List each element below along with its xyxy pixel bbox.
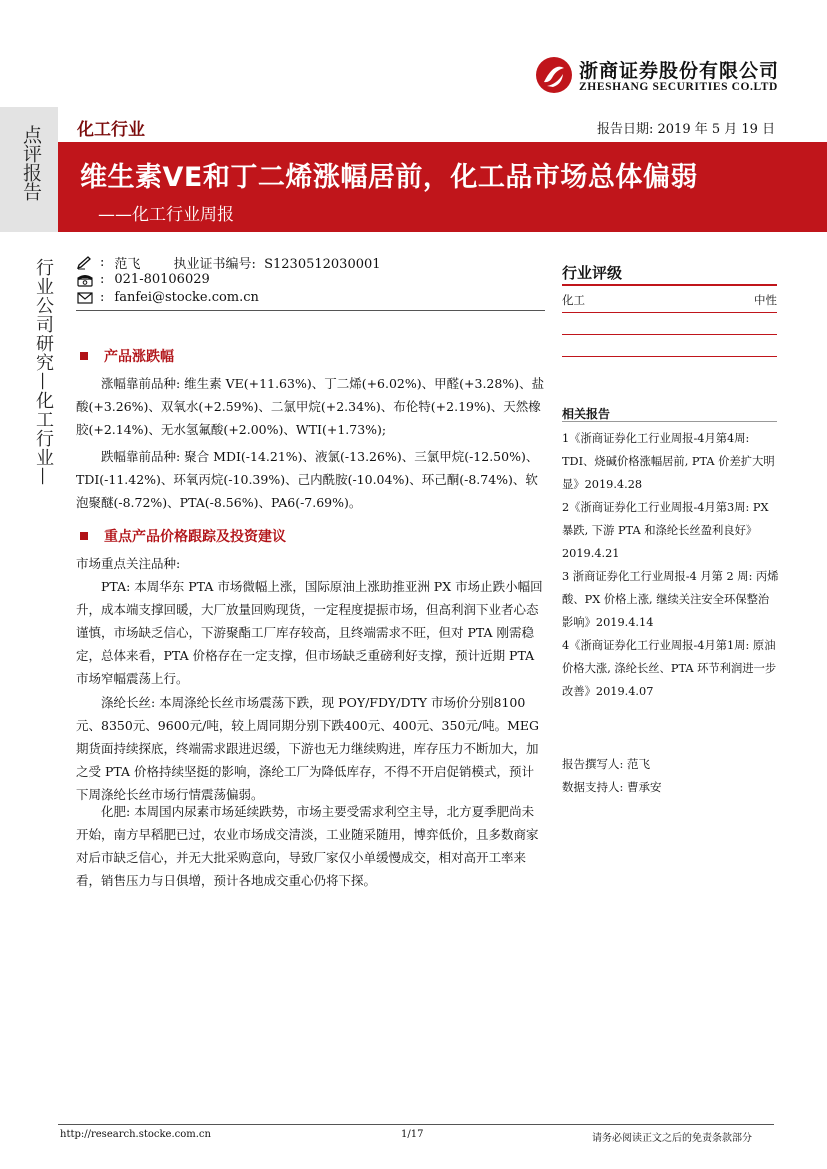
related-reports-title: 相关报告 <box>562 407 611 421</box>
mail-icon <box>76 291 94 305</box>
rating-industry: 化工 <box>562 293 585 307</box>
footer-divider <box>58 1124 774 1125</box>
rating-divider <box>562 312 777 313</box>
email-row <box>76 290 259 305</box>
author-email[interactable]: fanfei@stocke.com.cn <box>114 290 259 305</box>
focus-intro: 市场重点关注品种: <box>76 556 181 571</box>
report-date: 报告日期: 2019 年 5 月 19 日 <box>597 122 776 137</box>
gainers-paragraph: 涨幅靠前品种: 维生素 VE(+11.63%)、丁二烯(+6.02%)、甲醛(+3.28%)、盐酸(+3.26%)、双氧水(+2.59%)、二氯甲烷(+2.34%)、布伦特(+2.19%)、天然橡胶(+2.14%)、无水氢氟酸(+2.00%)、WTI(+1.73%); <box>76 376 545 437</box>
rating-row <box>562 292 777 308</box>
section-heading-price-change <box>80 346 174 366</box>
company-name-en: ZHESHANG SECURITIES CO.LTD <box>579 81 778 93</box>
related-report-item[interactable]: 3 浙商证券化工行业周报-4 月第 2 周: 丙烯酸、PX 价格上涨, 继续关注安全环保整治影响》2019.4.14 <box>562 570 779 629</box>
report-type-label: 点评报告 <box>20 125 42 201</box>
phone-row <box>76 272 210 287</box>
footer-url-link[interactable]: http://research.stocke.com.cn <box>60 1129 211 1140</box>
related-report-item[interactable]: 1《浙商证券化工行业周报-4月第4周: TDI、烧碱价格涨幅居前, PTA 价差扩大明显》2019.4.28 <box>562 432 775 491</box>
report-writer: 报告撰写人: 范飞 <box>562 757 651 771</box>
related-report-item[interactable]: 2《浙商证券化工行业周报-4月第3周: PX 暴跌, 下游 PTA 和涤纶长丝盈利良好》2019.4.21 <box>562 501 769 560</box>
rating-title: 行业评级 <box>562 264 623 282</box>
bullet-square-icon <box>80 532 88 540</box>
section-title: 产品涨跌幅 <box>104 349 174 365</box>
section-heading-price-tracking <box>80 526 286 546</box>
phone-colon: : <box>100 272 105 287</box>
page-title: 维生素VE和丁二烯涨幅居前，化工品市场总体偏弱 <box>80 162 698 193</box>
disclaimer-note: 请务必阅读正文之后的免责条款部分 <box>592 1133 752 1144</box>
author-name: 范飞 执业证书编号: S1230512030001 <box>114 257 381 272</box>
related-reports-list <box>562 427 780 703</box>
fertilizer-paragraph: 化肥: 本周国内尿素市场延续跌势，市场主要受需求利空主导，北方夏季肥尚未开始，南方早稻肥已过，农业市场成交清淡，工业随采随用，博弈低价，且多数商家对后市缺乏信心，并无大批采购意向，导致厂家仅小单缓慢成交，相对高开工率来看，销售压力与日俱增，预计各地成交重心仍将下探。 <box>76 804 539 888</box>
data-support: 数据支持人: 曹承安 <box>562 780 662 794</box>
company-name-cn: 浙商证券股份有限公司 <box>579 60 780 82</box>
phone-icon <box>76 273 94 287</box>
company-logo <box>535 54 785 98</box>
bullet-square-icon <box>80 352 88 360</box>
page-number: 1/17 <box>401 1129 424 1140</box>
page-subtitle: ——化工行业周报 <box>98 205 234 225</box>
pen-icon <box>76 256 94 270</box>
author-colon: : <box>100 255 105 270</box>
author-phone: 021-80106029 <box>114 272 210 287</box>
rating-value: 中性 <box>754 293 777 307</box>
related-report-item[interactable]: 4《浙商证券化工行业周报-4月第1周: 原油价格大涨, 涤纶长丝、PTA 环节利润进一步改善》2019.4.07 <box>562 639 777 698</box>
author-row <box>76 253 381 272</box>
section-title: 重点产品价格跟踪及投资建议 <box>104 529 286 545</box>
side-category-label: 行业公司研究—化工行业— <box>33 258 54 486</box>
email-colon: : <box>100 290 105 305</box>
zheshang-logo-icon <box>535 56 573 94</box>
divider <box>76 310 545 311</box>
industry-label: 化工行业 <box>77 120 145 140</box>
pta-paragraph: PTA: 本周华东 PTA 市场微幅上涨，国际原油上涨助推亚洲 PX 市场止跌小幅回升，成本端支撑回暖，大厂放量回购现货，一定程度提振市场，但高利润下业者心态谨慎，市场缺乏信心，下游聚酯工厂库存较高，且终端需求不旺，但对 PTA 刚需稳定，总体来看，PTA 价格存在一定支撑，但市场缺乏重磅利好支撑，预计近期 PTA 市场窄幅震荡上行。 <box>76 579 543 686</box>
rating-divider <box>562 334 777 335</box>
losers-paragraph: 跌幅靠前品种: 聚合 MDI(-14.21%)、液氯(-13.26%)、三氯甲烷(-12.50%)、TDI(-11.42%)、环氧丙烷(-10.39%)、己内酰胺(-10.04%)、环己酮(-8.74%)、软泡聚醚(-8.72%)、PTA(-8.56%)、PA6(-7.69%)。 <box>76 449 539 510</box>
rating-underline <box>562 284 777 286</box>
polyester-paragraph: 涤纶长丝: 本周涤纶长丝市场震荡下跌，现 POY/FDY/DTY 市场价分别8100元、8350元、9600元/吨，较上周同期分别下跌400元、400元、350元/吨。MEG 期货面持续探底，终端需求跟进迟缓，下游也无力继续购进，库存压力不断加大，加之受 PTA 价格持续坚挺的影响，涤纶工厂为降低库存，不得不开启促销模式，预计下周涤纶长丝市场行情震荡偏弱。 <box>76 695 540 802</box>
related-underline <box>562 421 777 422</box>
rating-divider <box>562 356 777 357</box>
